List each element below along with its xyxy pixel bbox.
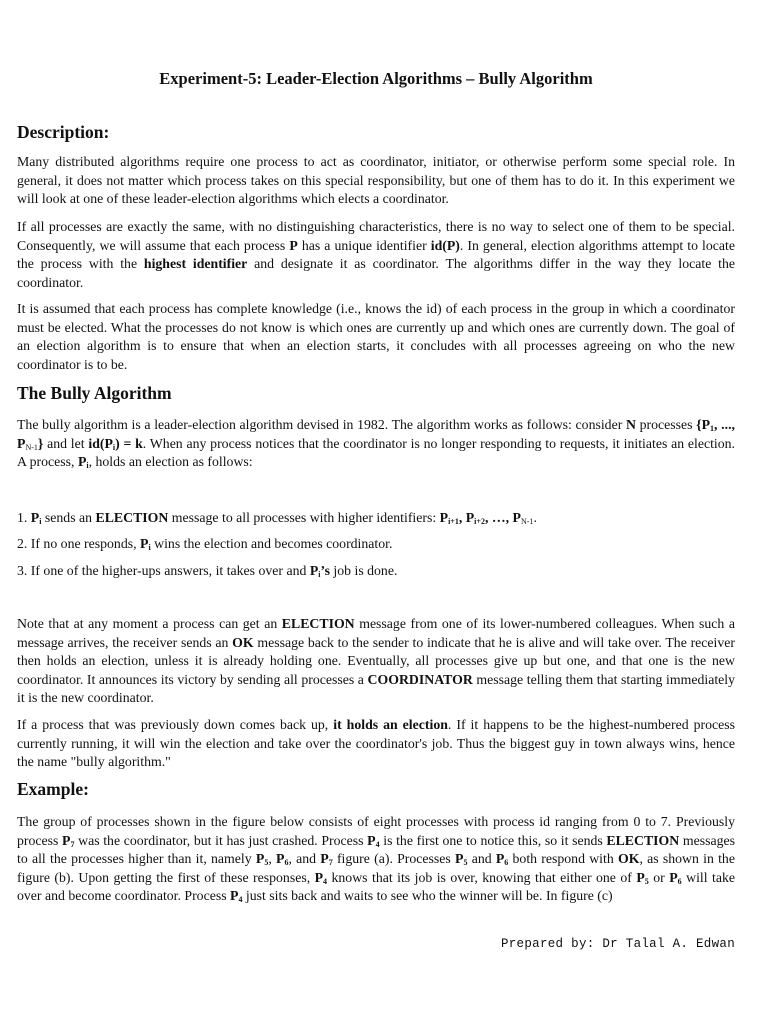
bully-algorithm-heading: The Bully Algorithm xyxy=(17,383,172,403)
algorithm-step-3: 3. If one of the higher-ups answers, it takes over and $P_i’s$ job is done. xyxy=(17,563,398,579)
election-note-paragraph: Note that at any moment a process can get an ELECTION message from one of its lower-numbered colleagues. When such a message arrives, the receiver sends an OK message back to the sender to indicate that he is alive and will take over. The receiver then holds an election, unless it is already holding one. Eventually, all processes give up but one, and that one is the new coordinator. It announces its victory by sending all processes a COORDINATOR message telling them that starting immediately it is the new coordinator. xyxy=(17,616,736,706)
description-paragraph-2: If all processes are exactly the same, with no distinguishing characteristics, there is no way to select one of them to be special. Consequently, we will assume that each process P has a unique identifier id(P). In general, election algorithms attempt to locate the process with the highest identifier and designate it as coordinator. The algorithms differ in the way they locate the coordinator. xyxy=(17,219,735,290)
algorithm-step-1: 1. $P_i$ sends an ELECTION message to all processes with higher identifiers: $P_{i+1}$, $P_{i+2}$, …, $P_{N-1}$. xyxy=(17,510,537,526)
process-recovery-paragraph: If a process that was previously down comes back up, it holds an election. If it happens to be the highest-numbered process currently running, it will win the election and take over the coordinator's job. Thus the biggest guy in town always wins, hence the name "bully algorithm." xyxy=(17,717,735,770)
description-paragraph-3: It is assumed that each process has complete knowledge (i.e., knows the id) of each process in the group in which a coordinator must be elected. What the processes do not know is which ones are currently up and which ones are currently down. The goal of an election algorithm is to ensure that when an election starts, it concludes with all processes agreeing on who the new coordinator is to be. xyxy=(17,301,735,372)
example-heading: Example: xyxy=(17,779,89,799)
page-title: Experiment-5: Leader-Election Algorithms – Bully Algorithm xyxy=(159,69,593,88)
bully-intro-paragraph: The bully algorithm is a leader-election algorithm devised in 1982. The algorithm works as follows: consider N processes {$P_1$, ..., $P_{N-1}$} and let $id(P_i) = k$. When any process notices that the coordinator is no longer responding to requests, it initiates an election. A process, $P_i$, holds an election as follows: xyxy=(17,417,735,471)
example-paragraph: The group of processes shown in the figure below consists of eight processes with process id ranging from 0 to 7. Previously process $P_7$ was the coordinator, but it has just crashed. Process $P_4$ is the first one to notice this, so it sends ELECTION messages to all the processes higher than it, namely $P_5$, $P_6$, and $P_7$ figure (a). Processes $P_5$ and $P_6$ both respond with OK, as shown in the figure (b). Upon getting the first of these responses, $P_4$ knows that its job is over, knowing that either one of $P_5$ or $P_6$ will take over and become coordinator. Process $P_4$ just sits back and waits to see who the winner will be. In figure (c) xyxy=(17,814,736,905)
description-heading: Description: xyxy=(17,122,110,142)
description-paragraph-1: Many distributed algorithms require one process to act as coordinator, initiator, or otherwise perform some special role. In general, it does not matter which process takes on this special responsibility, but one of them has to do it. In this experiment we will look at one of these leader-election algorithms which elects a coordinator. xyxy=(17,154,735,207)
algorithm-step-2: 2. If no one responds, $P_i$ wins the election and becomes coordinator. xyxy=(17,536,393,552)
page-footer: Prepared by: Dr Talal A. Edwan xyxy=(500,937,735,951)
